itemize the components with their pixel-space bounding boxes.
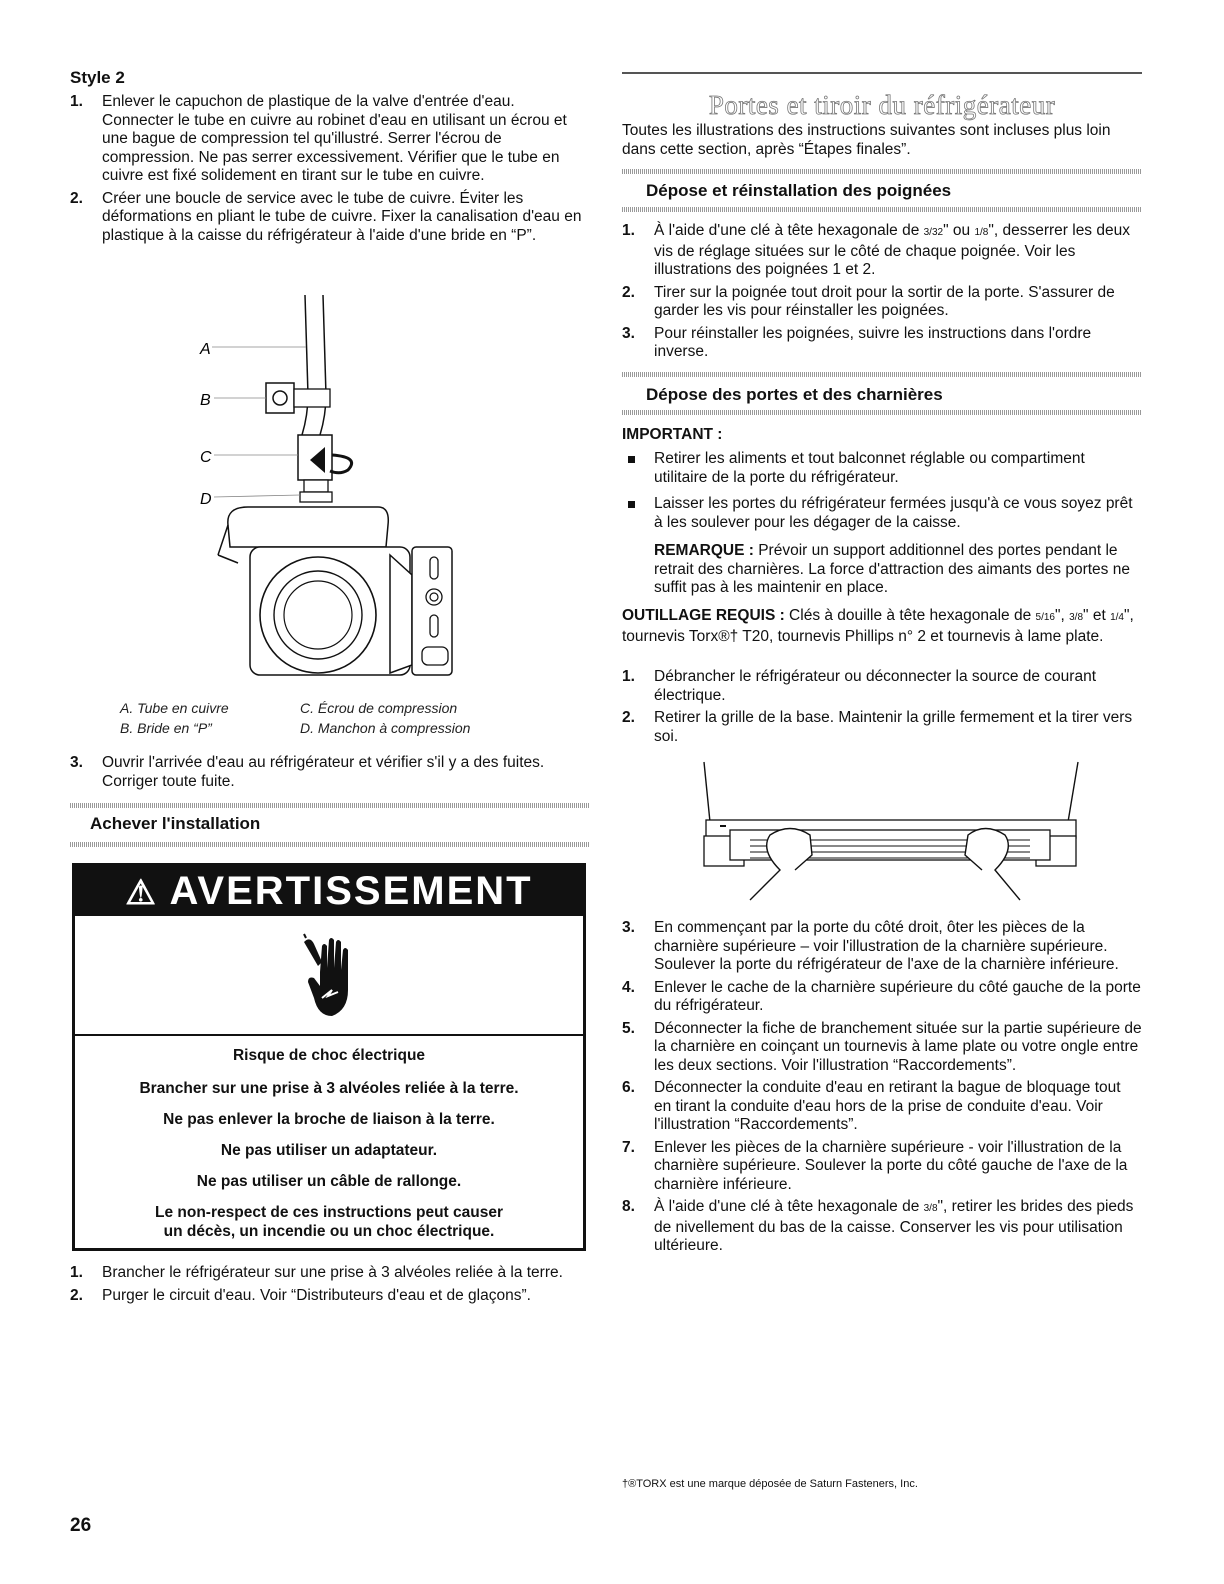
water-valve-diagram <box>190 285 480 690</box>
steps-top-list <box>70 93 590 245</box>
footnote: †®TORX est une marque déposée de Saturn Fasteners, Inc. <box>622 1478 918 1490</box>
diagram-label-c: C <box>200 449 212 466</box>
list-item: 2. Tirer sur la poignée tout droit pour la sortir de la porte. S'assurer de garder les vis pour réinstaller les poignées. <box>622 283 1115 319</box>
electric-shock-hand-icon <box>300 932 364 1022</box>
warning-banner <box>75 866 583 916</box>
warning-triangle-icon: ⚠ <box>125 874 158 912</box>
style-heading: Style 2 <box>70 68 125 87</box>
warning-title: AVERTISSEMENT <box>169 869 533 913</box>
steps-bottom-list <box>70 1264 590 1305</box>
warning-risk: Risque de choc électrique <box>232 1047 426 1064</box>
list-item: 3. En commençant par la porte du côté droit, ôter les pièces de la charnière supérieure – voir l'illustration de la charnière supérieure. Soulever la porte du réfrigérateur de l'axe de la charnière inférieure. <box>622 919 1119 973</box>
base-grille-illustration <box>690 760 1090 910</box>
outillage-text: OUTILLAGE REQUIS : Clés à douille à tête hexagonale de 5/16", 3/8" et 1/4", tournevis Torx®† T20, tournevis Phillips n° 2 et tournevis à lame plate. <box>622 607 1134 645</box>
list-item: 2. Créer une boucle de service avec le tube de cuivre. Éviter les déformations en pliant le tube de cuivre. Fixer la canalisation d'eau en plastique à la caisse du réfrigérateur à l'aide d'une bride en “P”. <box>70 189 582 244</box>
diagram-label-a: A <box>200 341 211 358</box>
warning-line: Ne pas utiliser un câble de rallonge. <box>196 1173 462 1190</box>
warning-box <box>72 863 586 1251</box>
poignees-steps <box>622 222 1142 362</box>
portes-steps-b <box>622 919 1142 1256</box>
section-title: Portes et tiroir du réfrigérateur <box>708 90 1056 120</box>
step3-list <box>70 754 590 791</box>
divider <box>622 372 1142 377</box>
diagram-label-b: B <box>200 392 211 409</box>
list-item: 8. À l'aide d'une clé à tête hexagonale de 3/8", retirer les brides des pieds de nivellement du bas de la caisse. Conserver les vis pour utilisation ultérieure. <box>622 1198 1134 1254</box>
divider <box>622 410 1142 415</box>
diagram-label-d: D <box>200 491 212 508</box>
list-item: 5. Déconnecter la fiche de branchement située sur la partie supérieure de la charnière en coinçant un tournevis à lame plate ou votre ongle entre les deux sections. Voir l'illustration “Raccordements”. <box>622 1019 1142 1074</box>
divider <box>622 169 1142 174</box>
list-item: 1. Brancher le réfrigérateur sur une prise à 3 alvéoles reliée à la terre. <box>70 1264 563 1281</box>
important-label: IMPORTANT : <box>622 426 723 443</box>
warning-line: Ne pas enlever la broche de liaison à la terre. <box>163 1111 495 1128</box>
list-item: 1. Enlever le capuchon de plastique de la valve d'entrée d'eau. Connecter le tube en cuivre au robinet d'eau en utilisant un écrou et une bague de compression tel qu'illustré. Serrer l'écrou de compression. Ne pas serrer excessivement. Vérifier que le tube en cuivre est fixé solidement en tirant sur le tube en cuivre. <box>70 93 567 184</box>
page-number: 26 <box>70 1515 92 1536</box>
caption-b: B. Bride en “P” <box>120 720 212 736</box>
list-item: 7. Enlever les pièces de la charnière supérieure - voir l'illustration de la charnière supérieure. Soulever la porte du côté gauche de l'axe de la charnière inférieure. <box>622 1138 1128 1193</box>
list-item: Retirer les aliments et tout balconnet réglable ou compartiment utilitaire de la porte du réfrigérateur. <box>622 450 1142 487</box>
warning-line: Ne pas utiliser un adaptateur. <box>220 1142 438 1159</box>
intro-text: Toutes les illustrations des instructions suivantes sont incluses plus loin dans cette section, après “Étapes finales”. <box>622 122 1111 158</box>
list-item: 3. Ouvrir l'arrivée d'eau au réfrigérateur et vérifier s'il y a des fuites. Corriger toute fuite. <box>70 754 545 790</box>
caption-c: C. Écrou de compression <box>300 700 458 716</box>
caption-d: D. Manchon à compression <box>300 720 471 736</box>
warning-text <box>75 1046 583 1253</box>
warning-line: Brancher sur une prise à 3 alvéoles reliée à la terre. <box>139 1080 519 1097</box>
section-rule <box>622 72 1142 74</box>
important-bullets <box>622 450 1142 532</box>
portes-steps-a <box>622 668 1142 746</box>
portes-heading: Dépose des portes et des charnières <box>646 385 943 404</box>
list-item: 2. Retirer la grille de la base. Maintenir la grille fermement et la tirer vers soi. <box>622 709 1133 745</box>
warning-consequence-1: Le non-respect de ces instructions peut causer <box>155 1204 503 1221</box>
list-item: 6. Déconnecter la conduite d'eau en retirant la bague de bloquage tout en tirant la conduite d'eau hors de la prise de conduite d'eau. Voir l'illustration “Raccordements”. <box>622 1079 1121 1133</box>
list-item: 1. À l'aide d'une clé à tête hexagonale de 3/32" ou 1/8", desserrer les deux vis de réglage situées sur le côté de chaque poignée. Voir les illustrations des poignées 1 et 2. <box>622 222 1130 278</box>
list-item: 4. Enlever le cache de la charnière supérieure du côté gauche de la porte du réfrigérateur. <box>622 978 1141 1014</box>
list-item: 1. Débrancher le réfrigérateur ou déconnecter la source de courant électrique. <box>622 668 1097 704</box>
warning-consequence-2: un décès, un incendie ou un choc électrique. <box>163 1223 495 1240</box>
achever-heading: Achever l'installation <box>90 814 261 833</box>
divider <box>70 803 590 808</box>
list-item: Laisser les portes du réfrigérateur fermées jusqu'à ce vous soyez prêt à les soulever pour les dégager de la caisse. <box>622 495 1142 532</box>
poignees-heading: Dépose et réinstallation des poignées <box>646 181 952 200</box>
remarque-text: REMARQUE : Prévoir un support additionnel des portes pendant le retrait des charnières. La force d'attraction des aimants des portes ne suffit pas à les maintenir en place. <box>654 542 1130 596</box>
divider <box>622 207 1142 212</box>
caption-a: A. Tube en cuivre <box>120 700 229 716</box>
warning-divider <box>75 1034 583 1036</box>
list-item: 2. Purger le circuit d'eau. Voir “Distributeurs d'eau et de glaçons”. <box>70 1286 531 1304</box>
list-item: 3. Pour réinstaller les poignées, suivre les instructions dans l'ordre inverse. <box>622 324 1092 360</box>
divider <box>70 842 590 847</box>
